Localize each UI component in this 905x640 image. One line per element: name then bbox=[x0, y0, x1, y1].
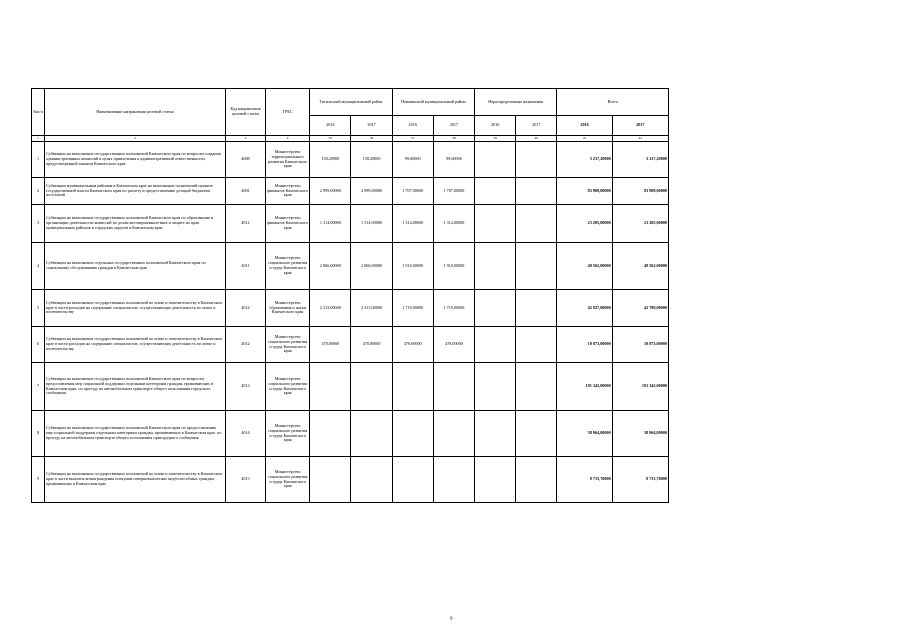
header-tigil: Тигильский муниципальный район bbox=[310, 89, 392, 116]
header-year: 2017 bbox=[516, 116, 557, 136]
row-num: 3 bbox=[32, 205, 45, 243]
row-value: 478,00000 bbox=[310, 327, 351, 363]
row-value: 2 866,00000 bbox=[351, 243, 392, 290]
row-value bbox=[433, 411, 474, 457]
row-grbs: Министерство территориального развития Камчатского края bbox=[266, 142, 310, 178]
row-grbs: Министерство социального развития и труда Камчатского края bbox=[266, 411, 310, 457]
header-num: №п/п bbox=[32, 89, 45, 136]
row-code: 4011 bbox=[225, 243, 265, 290]
row-value bbox=[310, 411, 351, 457]
row-value: 2 866,00000 bbox=[310, 243, 351, 290]
row-value: 1 910,00000 bbox=[433, 243, 474, 290]
row-value: 191 342,00000 bbox=[612, 363, 668, 411]
row-value: 478,00000 bbox=[392, 327, 433, 363]
column-index: 40 bbox=[516, 136, 557, 142]
row-num: 5 bbox=[32, 290, 45, 327]
row-value: 1 719,00000 bbox=[392, 290, 433, 327]
row-value bbox=[516, 243, 557, 290]
row-value: 1 314,00000 bbox=[310, 205, 351, 243]
row-num: 7 bbox=[32, 363, 45, 411]
row-value: 1 314,00000 bbox=[392, 205, 433, 243]
header-code: Код направления целевой статьи bbox=[225, 89, 265, 136]
column-index: 39 bbox=[475, 136, 516, 142]
row-num: 4 bbox=[32, 243, 45, 290]
row-grbs: Министерство финансов Камчатского края bbox=[266, 205, 310, 243]
row-code: 4012 bbox=[225, 290, 265, 327]
row-value bbox=[516, 290, 557, 327]
header-grbs: ГРБС bbox=[266, 89, 310, 136]
row-value: 478,00000 bbox=[351, 327, 392, 363]
header-year: 2017 bbox=[433, 116, 474, 136]
row-value: 2 313,00000 bbox=[310, 290, 351, 327]
row-value bbox=[475, 411, 516, 457]
column-index: 2 bbox=[45, 136, 226, 142]
column-index: 36 bbox=[351, 136, 392, 142]
row-value: 38 964,00000 bbox=[557, 411, 612, 457]
row-value: 1 707,00000 bbox=[433, 178, 474, 205]
table-row bbox=[32, 178, 669, 205]
row-value: 1 707,00000 bbox=[392, 178, 433, 205]
row-grbs: Министерство финансов Камчатского края bbox=[266, 178, 310, 205]
row-value bbox=[475, 363, 516, 411]
row-name: Субвенции на выполнение государственных полномочий Камчатского края по вопросам создания административных комиссий в целях привлечения к административной ответственности, предусмотренной законом Камчатского края bbox=[45, 142, 226, 178]
header-year: 2016 bbox=[557, 116, 612, 136]
row-value: 1 314,00000 bbox=[433, 205, 474, 243]
row-num: 2 bbox=[32, 178, 45, 205]
row-value: 3 237,20000 bbox=[557, 142, 612, 178]
row-grbs: Министерство социального развития и труда Камчатского края bbox=[266, 327, 310, 363]
header-year: 2017 bbox=[351, 116, 392, 136]
row-value bbox=[475, 178, 516, 205]
row-num: 8 bbox=[32, 411, 45, 457]
row-value bbox=[516, 457, 557, 503]
column-index: 1 bbox=[32, 136, 45, 142]
column-index: 42 bbox=[612, 136, 668, 142]
table-row bbox=[32, 411, 669, 457]
row-grbs: Министерство образования и науки Камчатского края bbox=[266, 290, 310, 327]
column-index: 38 bbox=[433, 136, 474, 142]
row-value: 23 205,00000 bbox=[612, 205, 668, 243]
column-index: 4 bbox=[266, 136, 310, 142]
row-grbs: Министерство социального развития и труда Камчатского края bbox=[266, 243, 310, 290]
row-value: 1 314,00000 bbox=[351, 205, 392, 243]
row-code: 4012 bbox=[225, 327, 265, 363]
row-value bbox=[516, 142, 557, 178]
row-name: Субвенции на выполнение государственных полномочий Камчатского края по образованию и организации деятельности комиссий по делам несовершеннолетних и защите их прав муниципальных районов и городских округов в Камчатском крае bbox=[45, 205, 226, 243]
table-row bbox=[32, 243, 669, 290]
row-value: 2 999,00000 bbox=[351, 178, 392, 205]
row-value bbox=[433, 457, 474, 503]
table-row bbox=[32, 205, 669, 243]
row-value: 49 562,00000 bbox=[612, 243, 668, 290]
row-value: 8 733,70000 bbox=[612, 457, 668, 503]
row-name: Субвенции на выполнение государственных полномочий по опеке и попечительству в Камчатском крае в части выплаты вознаграждения опекунам совершеннолетних недееспособных граждан, проживающих в Камчатском крае bbox=[45, 457, 226, 503]
row-value bbox=[475, 327, 516, 363]
row-value: 42 827,00000 bbox=[557, 290, 612, 327]
row-value bbox=[351, 457, 392, 503]
row-value bbox=[351, 411, 392, 457]
row-value: 23 205,00000 bbox=[557, 205, 612, 243]
column-index: 41 bbox=[557, 136, 612, 142]
row-value: 1 719,00000 bbox=[433, 290, 474, 327]
row-num: 1 bbox=[32, 142, 45, 178]
header-total: Всего bbox=[557, 89, 669, 116]
row-code: 4014 bbox=[225, 411, 265, 457]
column-index: 3 bbox=[225, 136, 265, 142]
row-value bbox=[351, 363, 392, 411]
table-body bbox=[32, 142, 669, 503]
row-value: 42 780,00000 bbox=[612, 290, 668, 327]
row-value: 158,20000 bbox=[310, 142, 351, 178]
row-value: 10 873,00000 bbox=[557, 327, 612, 363]
row-value: 99,60000 bbox=[392, 142, 433, 178]
row-num: 9 bbox=[32, 457, 45, 503]
row-value: 83 908,00000 bbox=[612, 178, 668, 205]
row-name: Субвенции на выполнение государственных полномочий по опеке и попечительству в Камчатском крае в части расходов на содержание специалистов, осуществляющих деятельность по опеке и попечительству bbox=[45, 290, 226, 327]
row-value bbox=[475, 290, 516, 327]
row-value: 38 964,00000 bbox=[612, 411, 668, 457]
row-value: 99,60000 bbox=[433, 142, 474, 178]
row-value: 3 237,20000 bbox=[612, 142, 668, 178]
row-name: Субвенции муниципальным районам в Камчатском крае на выполнение полномочий органов государственной власти Камчатского края по расчету и предоставлению дотаций бюджетам поселений bbox=[45, 178, 226, 205]
row-value bbox=[433, 363, 474, 411]
page-number: 9 bbox=[450, 617, 453, 622]
row-value: 191 342,00000 bbox=[557, 363, 612, 411]
row-code: 4013 bbox=[225, 363, 265, 411]
row-name: Субвенции на выполнение государственных полномочий Камчатского края по предоставлению мер социальной поддержки отдельным категориям граждан, проживающих в Камчатском крае, по проезду на автомобильном транспорте общего пользования пригородного сообщения bbox=[45, 411, 226, 457]
row-name: Субвенции на выполнение государственных полномочий Камчатского края по вопросам предоставления мер социальной поддержки отдельным категориям граждан, проживающих в Камчатском крае, по проезду на автомобильном транспорте общего пользования городского сообщения bbox=[45, 363, 226, 411]
column-index: 35 bbox=[310, 136, 351, 142]
header-year: 2016 bbox=[392, 116, 433, 136]
row-code: 4012 bbox=[225, 205, 265, 243]
row-value bbox=[475, 243, 516, 290]
row-value bbox=[392, 363, 433, 411]
row-value: 158,20000 bbox=[351, 142, 392, 178]
header-penzhin: Пенжинский муниципальный район bbox=[392, 89, 474, 116]
row-grbs: Министерство социального развития и труда Камчатского края bbox=[266, 363, 310, 411]
row-value bbox=[310, 457, 351, 503]
row-name: Субвенции на выполнение государственных полномочий по опеке и попечительству в Камчатском крае в части расходов на содержание специалистов, осуществляющих деятельность по опеке и попечительству bbox=[45, 327, 226, 363]
row-value: 10 873,00000 bbox=[612, 327, 668, 363]
row-value: 8 733,70000 bbox=[557, 457, 612, 503]
table-row bbox=[32, 363, 669, 411]
row-value bbox=[516, 363, 557, 411]
row-value bbox=[392, 411, 433, 457]
row-value bbox=[516, 178, 557, 205]
row-value bbox=[516, 327, 557, 363]
header-year: 2016 bbox=[310, 116, 351, 136]
header-name: Наименование направления целевой статьи bbox=[45, 89, 226, 136]
row-value: 2 999,00000 bbox=[310, 178, 351, 205]
row-name: Субвенции на выполнение отдельных государственных полномочий Камчатского края по социальному обслуживанию граждан в Камчатском крае bbox=[45, 243, 226, 290]
row-value: 83 908,00000 bbox=[557, 178, 612, 205]
table-row bbox=[32, 457, 669, 503]
table-row bbox=[32, 327, 669, 363]
row-value bbox=[475, 205, 516, 243]
row-value: 49 562,00000 bbox=[557, 243, 612, 290]
table-row bbox=[32, 290, 669, 327]
row-code: 4001 bbox=[225, 178, 265, 205]
row-value bbox=[475, 142, 516, 178]
subvention-table bbox=[31, 88, 669, 503]
row-code: 4008 bbox=[225, 142, 265, 178]
row-value bbox=[516, 411, 557, 457]
row-code: 4015 bbox=[225, 457, 265, 503]
row-value bbox=[310, 363, 351, 411]
table-row bbox=[32, 142, 669, 178]
column-index: 37 bbox=[392, 136, 433, 142]
row-grbs: Министерство социального развития и труда Камчатского края bbox=[266, 457, 310, 503]
row-value bbox=[392, 457, 433, 503]
row-value bbox=[475, 457, 516, 503]
header-undistributed: Нераспределенные назначения bbox=[475, 89, 557, 116]
row-value: 1 910,00000 bbox=[392, 243, 433, 290]
header-year: 2016 bbox=[475, 116, 516, 136]
row-value: 2 313,00000 bbox=[351, 290, 392, 327]
row-value bbox=[516, 205, 557, 243]
row-value: 478,00000 bbox=[433, 327, 474, 363]
header-year: 2017 bbox=[612, 116, 668, 136]
row-num: 6 bbox=[32, 327, 45, 363]
